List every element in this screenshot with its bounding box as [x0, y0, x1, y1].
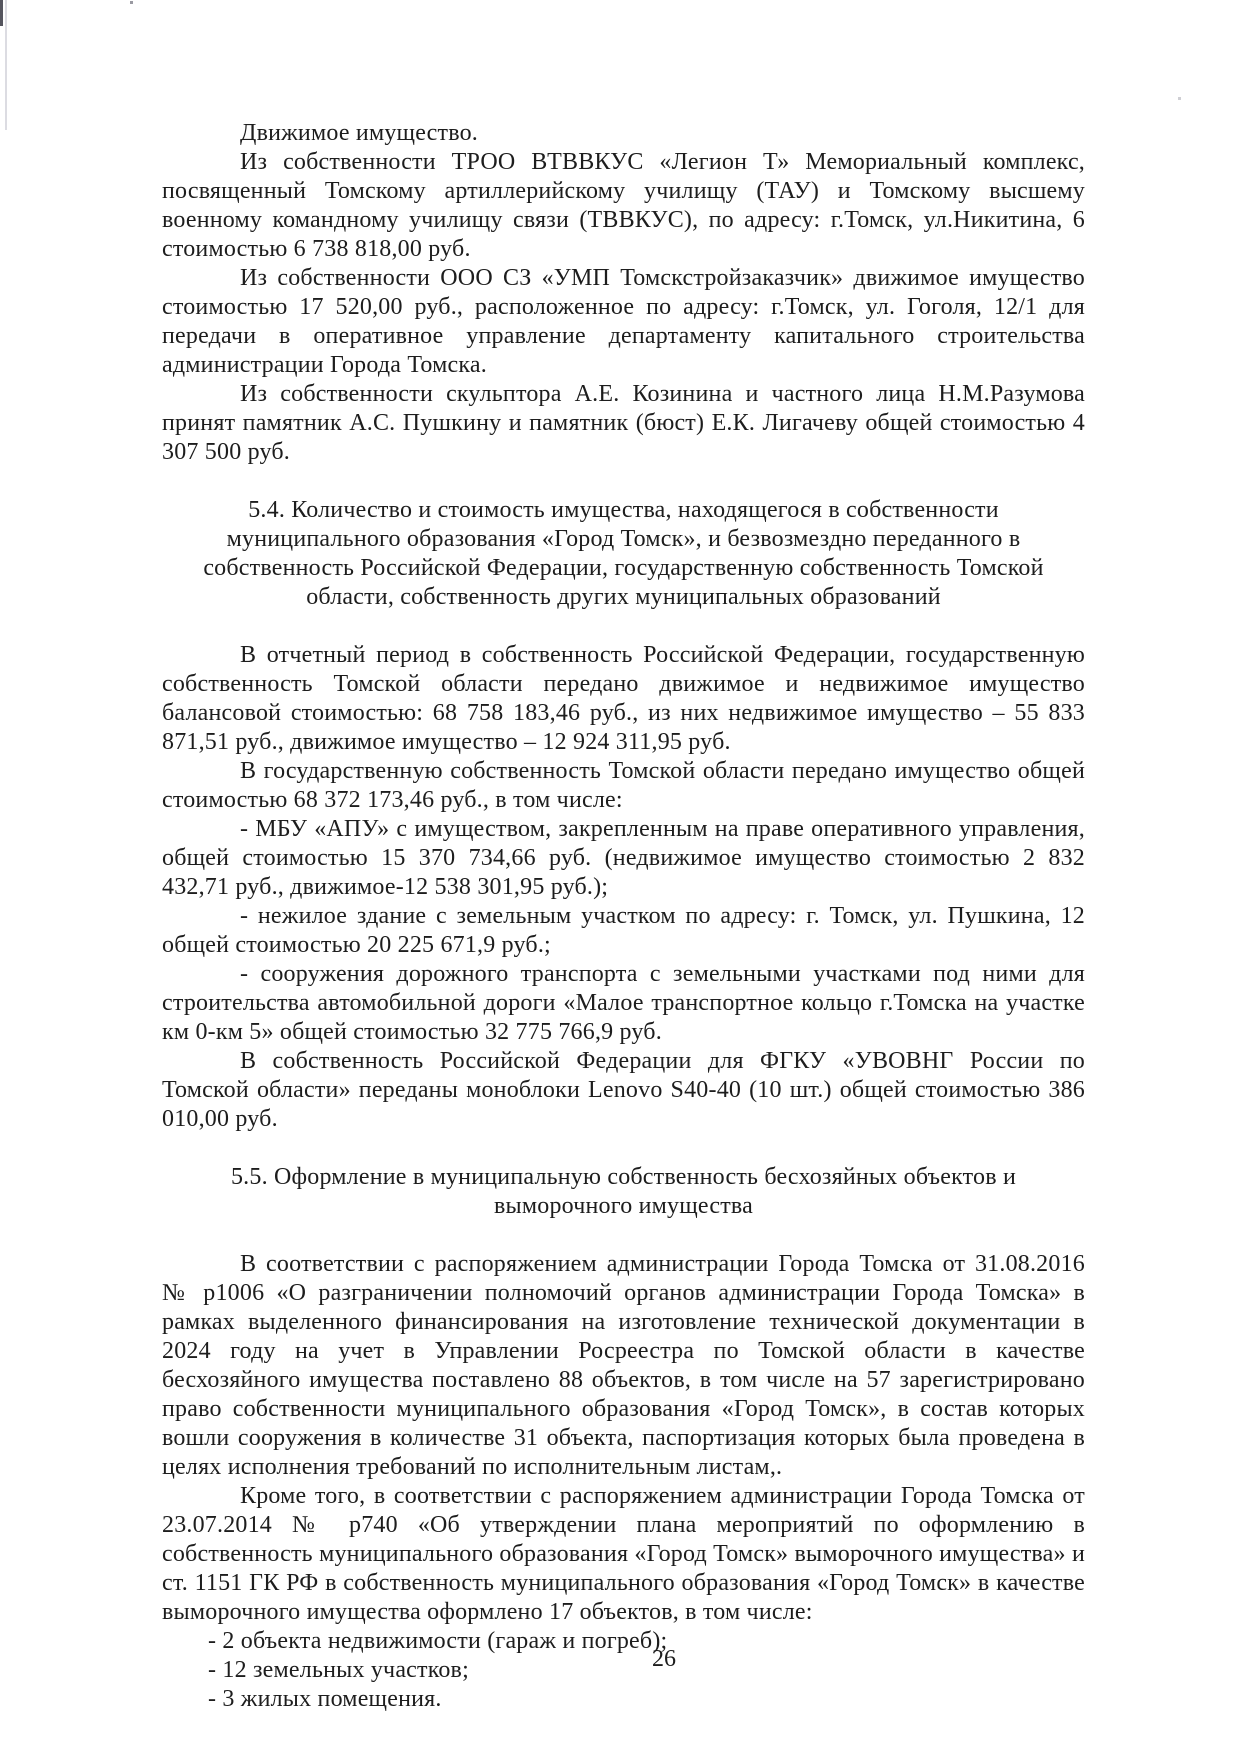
paragraph-escheat-property: Кроме того, в соответствии с распоряжением администрации Города Томска от 23.07.2014 № р740 «Об утверждении плана мероприятий по оформлению в собственность муниципального образования «Город Томск» выморочного имущества» и ст. 1151 ГК РФ в собственность муниципального образования «Город Томск» в качестве выморочного имущества оформлено 17 объектов, в том числе:: [162, 1483, 1085, 1625]
paragraph-tomskstroyzakazchik: Из собственности ООО СЗ «УМП Томскстройзаказчик» движимое имущество стоимостью 17 520,00 руб., расположенное по адресу: г.Томск, ул. Гоголя, 12/1 для передачи в оперативное управление департаменту капитального строительства администрации Города Томска.: [162, 265, 1085, 378]
paragraph-tomsk-oblast-transfer-total: В государственную собственность Томской области передано имущество общей стоимостью 68 372 173,46 руб., в том числе:: [162, 758, 1085, 813]
section-heading-5-4: 5.4. Количество и стоимость имущества, находящегося в собственности муниципального образования «Город Томск», и безвозмездно переданного в собственность Российской Федерации, государственную собственность Томской области, собственность других муниципальных образований: [203, 497, 1044, 610]
scan-speck-right: [1178, 97, 1181, 100]
document-text-block: [162, 119, 1085, 1714]
scan-edge-line: [5, 0, 7, 130]
paragraph-movable-property-intro: Движимое имущество.: [240, 120, 478, 146]
list-item-real-estate: - 2 объекта недвижимости (гараж и погреб);: [208, 1628, 668, 1654]
paragraph-item-mbu-apu: - МБУ «АПУ» с имуществом, закрепленным на праве оперативного управления, общей стоимостью 15 370 734,66 руб. (недвижимое имущество стоимостью 2 832 432,71 руб., движимое-12 538 301,95 руб.);: [162, 816, 1085, 900]
page-number: 26: [652, 1646, 676, 1672]
list-item-dwellings: - 3 жилых помещения.: [208, 1686, 442, 1712]
paragraph-reporting-period-transfer: В отчетный период в собственность Российской Федерации, государственную собственность Томской области передано движимое и недвижимое имущество балансовой стоимостью: 68 758 183,46 руб., из них недвижимое имущество – 55 833 871,51 руб., движимое имущество – 12 924 311,95 руб.: [162, 642, 1085, 755]
paragraph-monuments: Из собственности скульптора А.Е. Козинина и частного лица Н.М.Разумова принят памятник А.С. Пушкину и памятник (бюст) Е.К. Лигачеву общей стоимостью 4 307 500 руб.: [162, 381, 1085, 465]
paragraph-item-nonresidential-building: - нежилое здание с земельным участком по адресу: г. Томск, ул. Пушкина, 12 общей стоимостью 20 225 671,9 руб.;: [162, 903, 1085, 958]
scan-corner-mark: [0, 0, 3, 26]
list-item-land-plots: - 12 земельных участков;: [208, 1657, 469, 1683]
paragraph-ownerless-objects: В соответствии с распоряжением администрации Города Томска от 31.08.2016 № р1006 «О разграничении полномочий органов администрации Города Томска» в рамках выделенного финансирования на изготовление технической документации в 2024 году на учет в Управлении Росреестра по Томской области в качестве бесхозяйного имущества поставлено 88 объектов, в том числе на 57 зарегистрировано право собственности муниципального образования «Город Томск», в состав которых вошли сооружения в количестве 31 объекта, паспортизация которых была проведена в целях исполнения требований по исполнительным листам,.: [162, 1251, 1085, 1480]
paragraph-item-road-structures: - сооружения дорожного транспорта с земельными участками под ними для строительства автомобильной дороги «Малое транспортное кольцо г.Томска на участке км 0-км 5» общей стоимостью 32 775 766,9 руб.: [162, 961, 1085, 1045]
scan-speck-top: [130, 1, 133, 4]
section-heading-5-5: 5.5. Оформление в муниципальную собственность бесхозяйных объектов и выморочного имущества: [230, 1164, 1017, 1219]
paragraph-lenovo-monoblocks: В собственность Российской Федерации для ФГКУ «УВОВНГ России по Томской области» переданы моноблоки Lenovo S40-40 (10 шт.) общей стоимостью 386 010,00 руб.: [162, 1048, 1085, 1132]
paragraph-legion-t-memorial: Из собственности ТРОО ВТВВКУС «Легион Т» Мемориальный комплекс, посвященный Томскому артиллерийскому училищу (ТАУ) и Томскому высшему военному командному училищу связи (ТВВКУС), по адресу: г.Томск, ул.Никитина, 6 стоимостью 6 738 818,00 руб.: [162, 149, 1085, 262]
